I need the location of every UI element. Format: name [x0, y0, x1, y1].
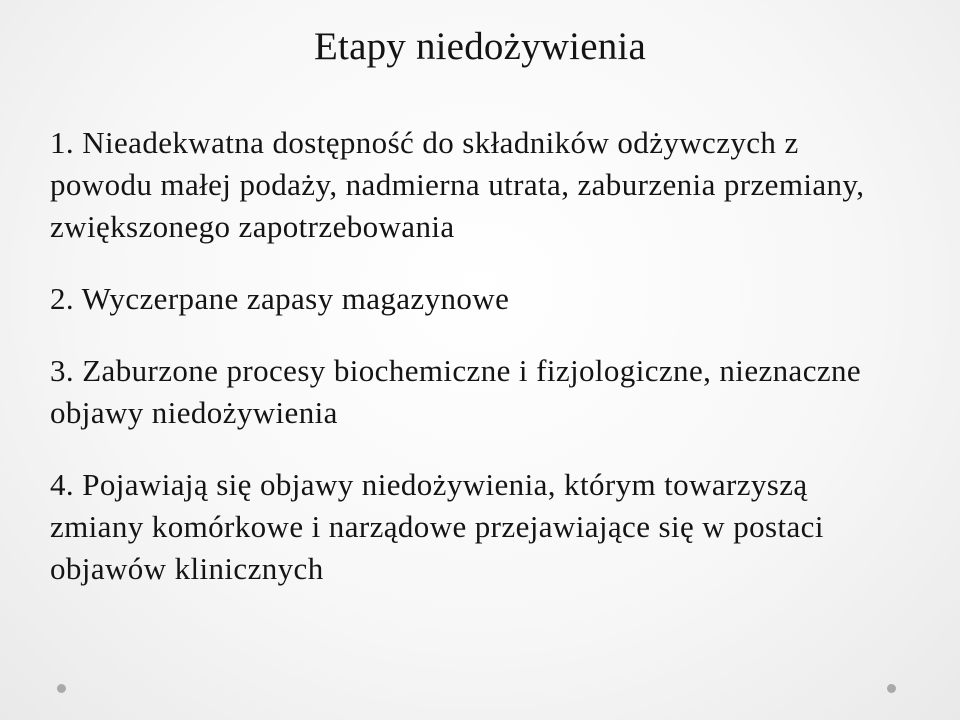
- decorative-dot-left: [57, 684, 66, 693]
- slide-title: Etapy niedożywienia: [314, 25, 646, 68]
- slide-content: [50, 122, 900, 590]
- decorative-dot-right: [887, 684, 896, 693]
- list-item-4: 4. Pojawiają się objawy niedożywienia, którym towarzyszą zmiany komórkowe i narządowe przejawiające się w postaci objawów klinicznych: [50, 467, 824, 586]
- list-item-3: 3. Zaburzone procesy biochemiczne i fizjologiczne, nieznaczne objawy niedożywienia: [50, 353, 862, 430]
- list-item-2: 2. Wyczerpane zapasy magazynowe: [50, 281, 510, 316]
- list-item-1: 1. Nieadekwatna dostępność do składników odżywczych z powodu małej podaży, nadmierna utrata, zaburzenia przemiany, zwiększonego zapotrzebowania: [50, 125, 865, 244]
